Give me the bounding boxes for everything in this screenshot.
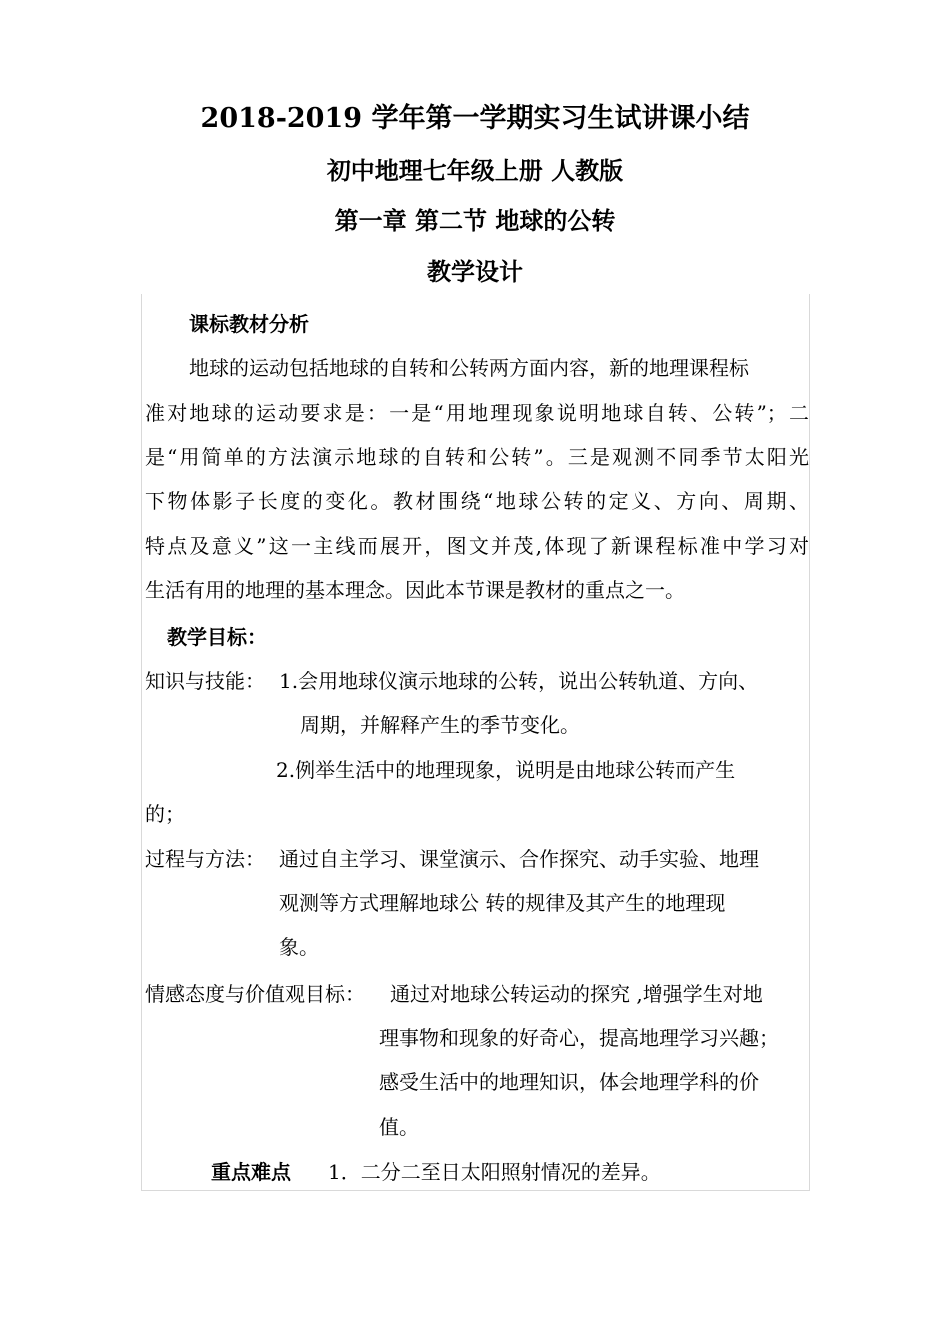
knowledge-item: 1.会用地球仪演示地球的公转，说出公转轨道、方向、: [279, 669, 759, 693]
document-subtitle: 初中地理七年级上册 人教版: [326, 156, 624, 185]
process-label: 过程与方法：: [145, 847, 265, 871]
emotion-item: 值。: [379, 1115, 419, 1139]
key-points-label: 重点难点: [211, 1160, 291, 1184]
knowledge-item: 的；: [145, 802, 185, 826]
analysis-line: 生活有用的地理的基本理念。因此本节课是教材的重点之一。: [145, 578, 685, 602]
analysis-heading: 课标教材分析: [189, 312, 309, 336]
analysis-line: 地球的运动包括地球的自转和公转两方面内容，新的地理课程标: [189, 356, 749, 380]
analysis-line: 下物体影子长度的变化。教材围绕“地球公转的定义、方向、周期、: [145, 489, 809, 513]
knowledge-label: 知识与技能：: [145, 669, 265, 693]
process-item: 观测等方式理解地球公 转的规律及其产生的地理现: [279, 891, 726, 915]
design-heading: 教学设计: [427, 257, 523, 286]
key-point-item: 1．二分二至日太阳照射情况的差异。: [328, 1160, 661, 1184]
document-title: 2018-2019 学年第一学期实习生试讲课小结: [200, 103, 750, 134]
process-item: 通过自主学习、课堂演示、合作探究、动手实验、地理: [279, 847, 759, 871]
emotion-item: 通过对地球公转运动的探究 ,增强学生对地: [390, 982, 763, 1006]
process-item: 象。: [279, 935, 319, 959]
goals-heading: 教学目标：: [167, 625, 267, 649]
emotion-label: 情感态度与价值观目标：: [145, 982, 365, 1006]
knowledge-item: 周期，并解释产生的季节变化。: [300, 713, 580, 737]
chapter-title: 第一章 第二节 地球的公转: [334, 206, 616, 235]
emotion-item: 感受生活中的地理知识，体会地理学科的价: [379, 1070, 759, 1094]
analysis-line: 是“用简单的方法演示地球的自转和公转”。三是观测不同季节太阳光: [145, 445, 809, 469]
content-frame: [141, 294, 810, 1191]
analysis-line: 准对地球的运动要求是：一是“用地理现象说明地球自转、公转”；二: [145, 401, 809, 425]
emotion-item: 理事物和现象的好奇心，提高地理学习兴趣；: [379, 1026, 779, 1050]
knowledge-item: 2.例举生活中的地理现象，说明是由地球公转而产生: [276, 758, 736, 782]
analysis-line: 特点及意义”这一主线而展开，图文并茂,体现了新课程标准中学习对: [145, 534, 809, 558]
